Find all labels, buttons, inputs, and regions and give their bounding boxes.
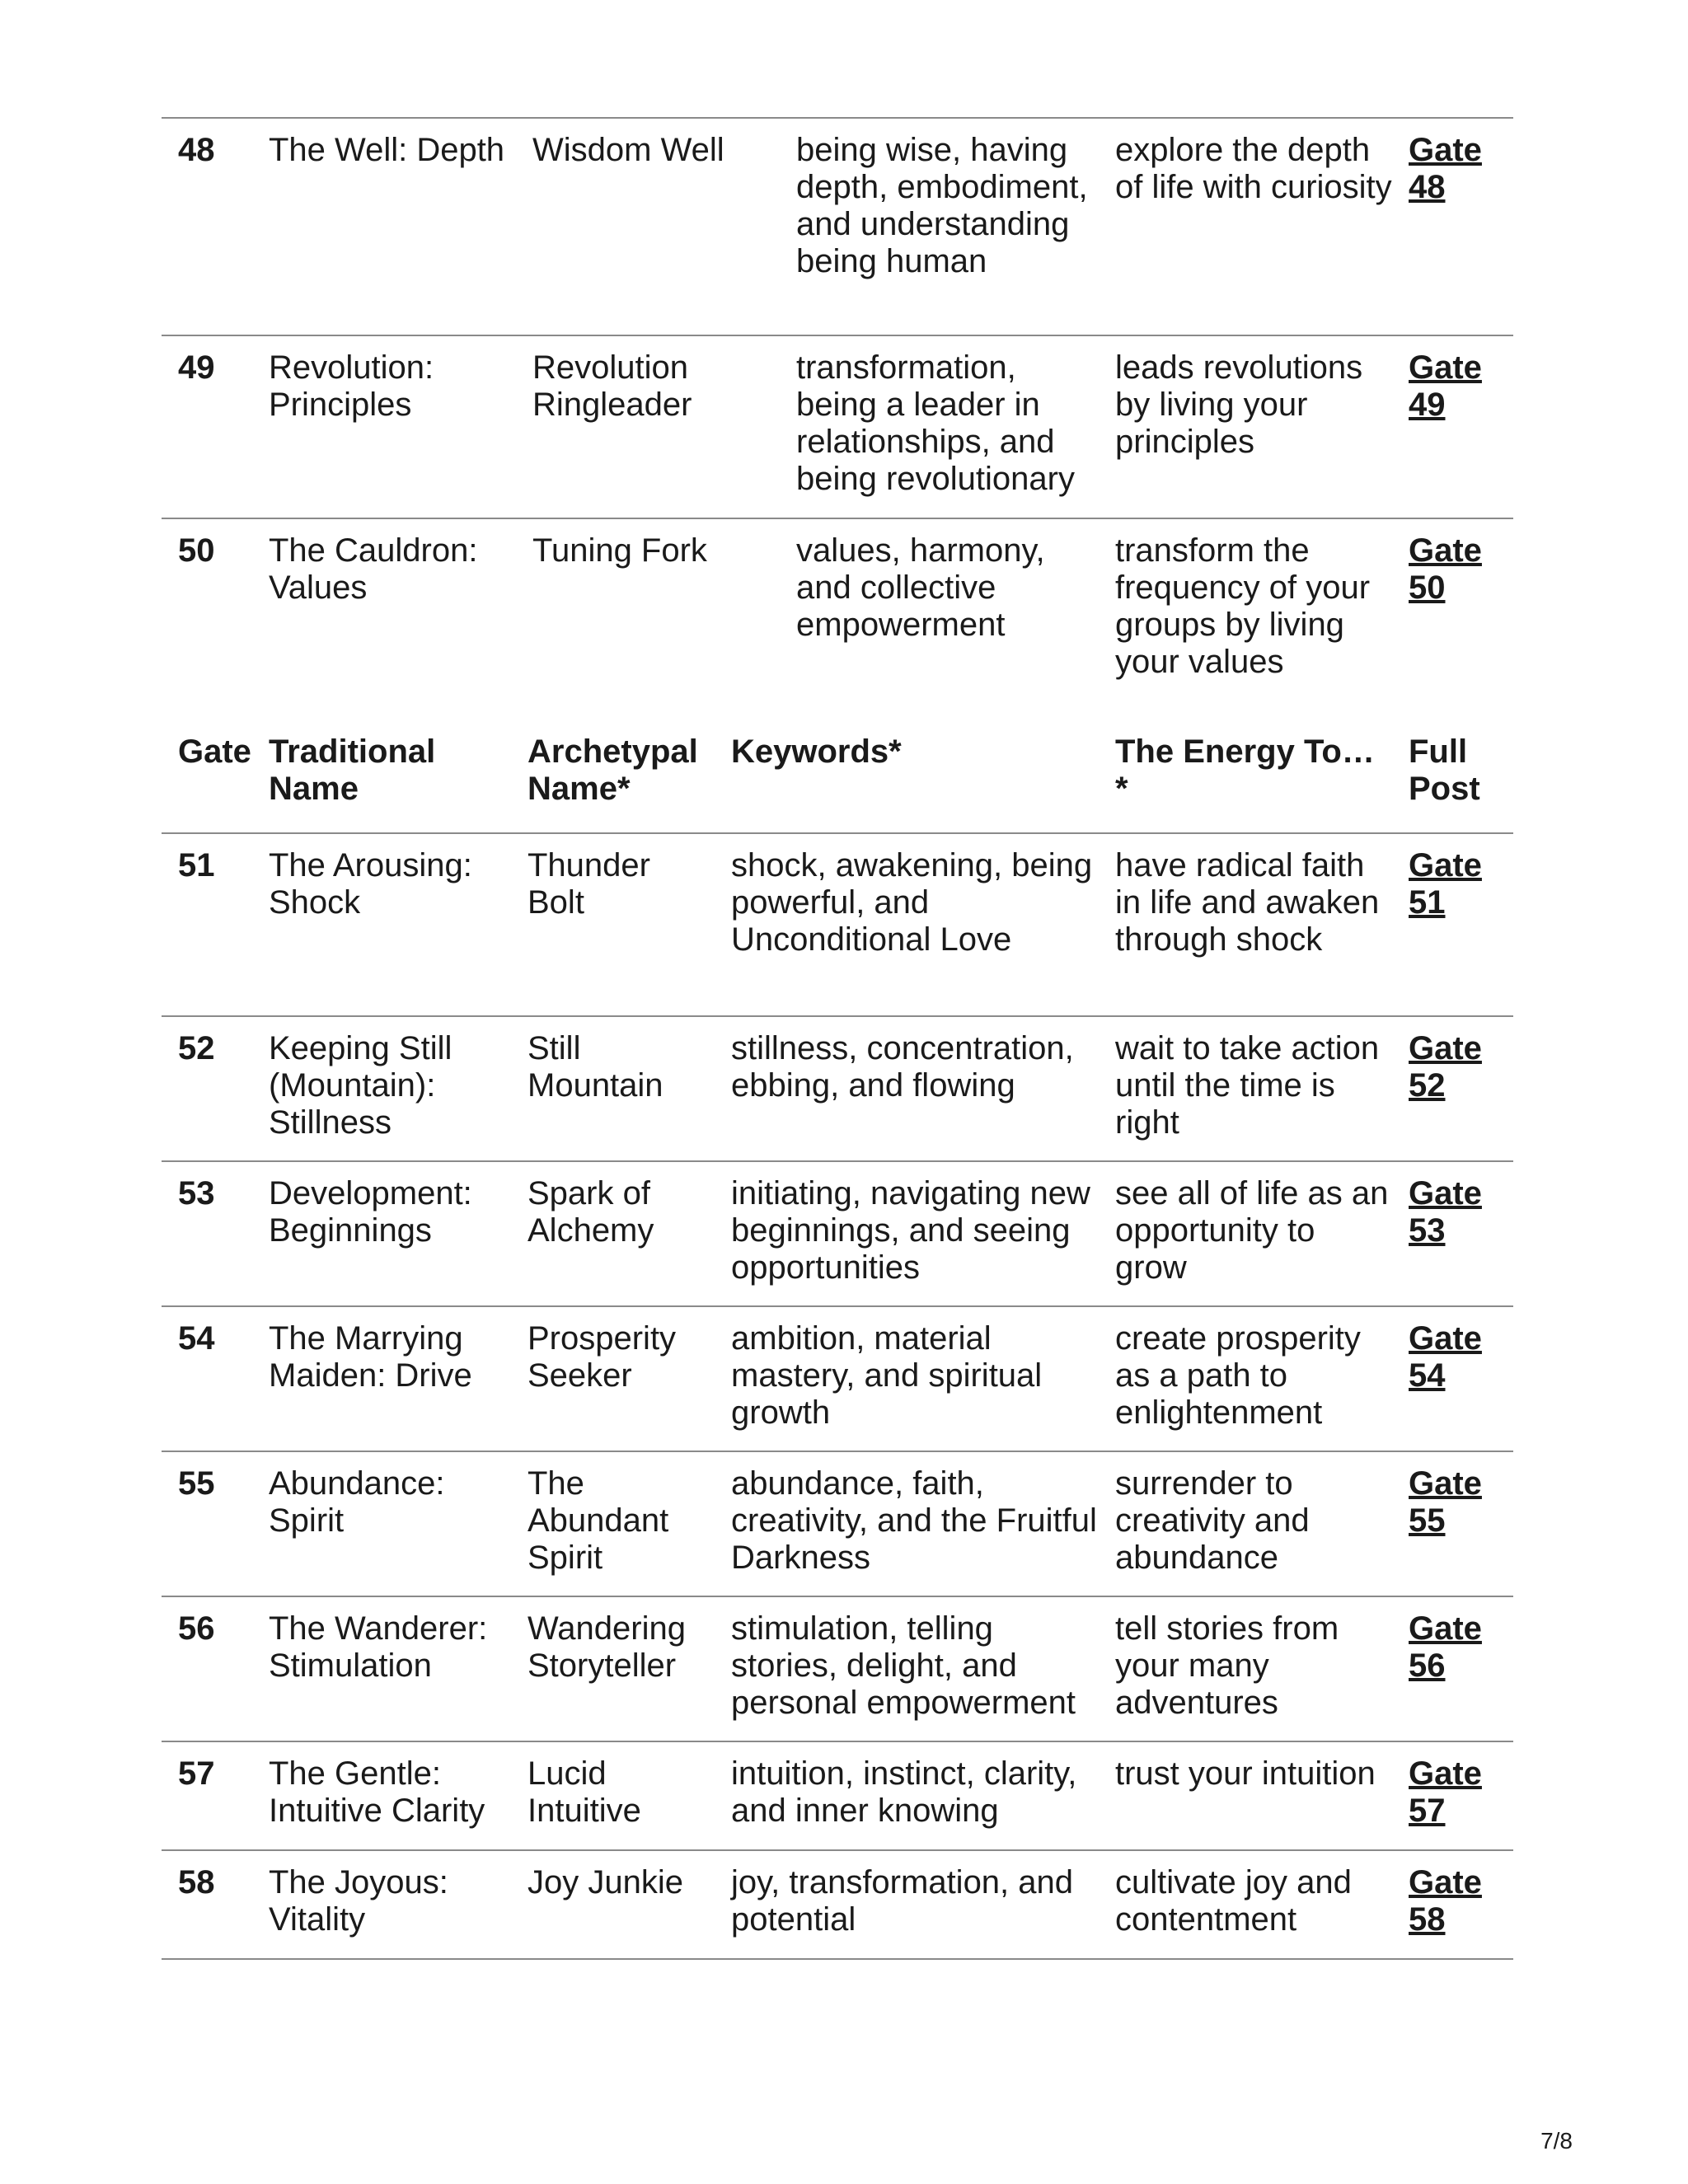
- page-number: 7/8: [1540, 2128, 1573, 2154]
- table-row: [162, 1017, 1513, 1162]
- gate-number: 51: [178, 847, 215, 883]
- gate-48-link[interactable]: Gate 48: [1409, 132, 1482, 205]
- archetypal-name: Prosperity Seeker: [528, 1320, 677, 1394]
- traditional-name: The Wanderer: Stimulation: [269, 1610, 488, 1684]
- gate-49-link[interactable]: Gate 49: [1409, 349, 1482, 423]
- energy-to: see all of life as an opportunity to grow: [1115, 1175, 1389, 1286]
- gate-52-link[interactable]: Gate 52: [1409, 1030, 1482, 1104]
- traditional-name: Revolution: Principles: [269, 349, 434, 423]
- energy-to: surrender to creativity and abundance: [1115, 1465, 1310, 1576]
- traditional-name: Development: Beginnings: [269, 1175, 472, 1249]
- table-row: [162, 1452, 1513, 1597]
- gates-table: [162, 117, 1513, 1960]
- header-energy-to: The Energy To… *: [1115, 733, 1375, 807]
- gate-number: 53: [178, 1175, 215, 1212]
- table-row: [162, 1851, 1513, 1960]
- gate-54-link[interactable]: Gate 54: [1409, 1320, 1482, 1394]
- traditional-name: Abundance: Spirit: [269, 1465, 445, 1539]
- keywords: abundance, faith, creativity, and the Fruitful Darkness: [731, 1465, 1097, 1576]
- header-gate: Gate: [178, 733, 251, 770]
- table-header: [162, 733, 1513, 834]
- traditional-name: The Cauldron: Values: [269, 532, 478, 606]
- gate-50-link[interactable]: Gate 50: [1409, 532, 1482, 606]
- energy-to: cultivate joy and contentment: [1115, 1864, 1352, 1938]
- energy-to: wait to take action until the time is right: [1115, 1030, 1380, 1141]
- table-row: [162, 336, 1513, 519]
- energy-to: tell stories from your many adventures: [1115, 1610, 1339, 1721]
- energy-to: trust your intuition: [1115, 1755, 1376, 1792]
- gate-58-link[interactable]: Gate 58: [1409, 1864, 1482, 1938]
- energy-to: have radical faith in life and awaken through shock: [1115, 847, 1380, 958]
- gate-57-link[interactable]: Gate 57: [1409, 1755, 1482, 1829]
- archetypal-name: The Abundant Spirit: [528, 1465, 669, 1576]
- archetypal-name: Joy Junkie: [528, 1864, 683, 1900]
- keywords: stimulation, telling stories, delight, and personal empowerment: [731, 1610, 1076, 1721]
- gate-number: 52: [178, 1030, 215, 1066]
- archetypal-name: Tuning Fork: [532, 532, 707, 569]
- table-row: [162, 1162, 1513, 1307]
- table-row: [162, 834, 1513, 1017]
- keywords: shock, awakening, being powerful, and Unconditional Love: [731, 847, 1093, 958]
- archetypal-name: Wisdom Well: [532, 132, 724, 168]
- gate-number: 50: [178, 532, 215, 569]
- gate-number: 56: [178, 1610, 215, 1647]
- gate-number: 57: [178, 1755, 215, 1792]
- traditional-name: The Marrying Maiden: Drive: [269, 1320, 472, 1394]
- energy-to: create prosperity as a path to enlightenment: [1115, 1320, 1361, 1431]
- table-row: [162, 1597, 1513, 1742]
- header-traditional-name: Traditional Name: [269, 733, 436, 807]
- archetypal-name: Revolution Ringleader: [532, 349, 692, 423]
- archetypal-name: Lucid Intuitive: [528, 1755, 641, 1829]
- header-full-post: Full Post: [1409, 733, 1480, 807]
- gate-number: 55: [178, 1465, 215, 1502]
- energy-to: leads revolutions by living your principles: [1115, 349, 1363, 460]
- archetypal-name: Spark of Alchemy: [528, 1175, 654, 1249]
- keywords: stillness, concentration, ebbing, and flowing: [731, 1030, 1074, 1104]
- gate-number: 54: [178, 1320, 215, 1357]
- header-keywords: Keywords*: [731, 733, 902, 770]
- gate-55-link[interactable]: Gate 55: [1409, 1465, 1482, 1539]
- archetypal-name: Thunder Bolt: [528, 847, 650, 921]
- header-archetypal-name: Archetypal Name*: [528, 733, 698, 807]
- keywords: transformation, being a leader in relationships, and being revolutionary: [796, 349, 1075, 497]
- gate-number: 58: [178, 1864, 215, 1900]
- keywords: ambition, material mastery, and spiritual growth: [731, 1320, 1043, 1431]
- gate-51-link[interactable]: Gate 51: [1409, 847, 1482, 921]
- table-row: [162, 117, 1513, 336]
- keywords: values, harmony, and collective empowerment: [796, 532, 1045, 643]
- table-row: [162, 519, 1513, 733]
- traditional-name: The Joyous: Vitality: [269, 1864, 448, 1938]
- keywords: joy, transformation, and potential: [731, 1864, 1074, 1938]
- keywords: initiating, navigating new beginnings, and seeing opportunities: [731, 1175, 1090, 1286]
- traditional-name: The Arousing: Shock: [269, 847, 472, 921]
- energy-to: explore the depth of life with curiosity: [1115, 132, 1392, 205]
- keywords: intuition, instinct, clarity, and inner knowing: [731, 1755, 1077, 1829]
- table-row: [162, 1307, 1513, 1452]
- table-row: [162, 1742, 1513, 1851]
- gate-56-link[interactable]: Gate 56: [1409, 1610, 1482, 1684]
- traditional-name: Keeping Still (Mountain): Stillness: [269, 1030, 452, 1141]
- gate-number: 49: [178, 349, 215, 386]
- archetypal-name: Wandering Storyteller: [528, 1610, 686, 1684]
- keywords: being wise, having depth, embodiment, and understanding being human: [796, 132, 1088, 279]
- traditional-name: The Gentle: Intuitive Clarity: [269, 1755, 485, 1829]
- traditional-name: The Well: Depth: [269, 132, 505, 168]
- archetypal-name: Still Mountain: [528, 1030, 663, 1104]
- gate-53-link[interactable]: Gate 53: [1409, 1175, 1482, 1249]
- energy-to: transform the frequency of your groups by living your values: [1115, 532, 1371, 680]
- gate-number: 48: [178, 132, 215, 168]
